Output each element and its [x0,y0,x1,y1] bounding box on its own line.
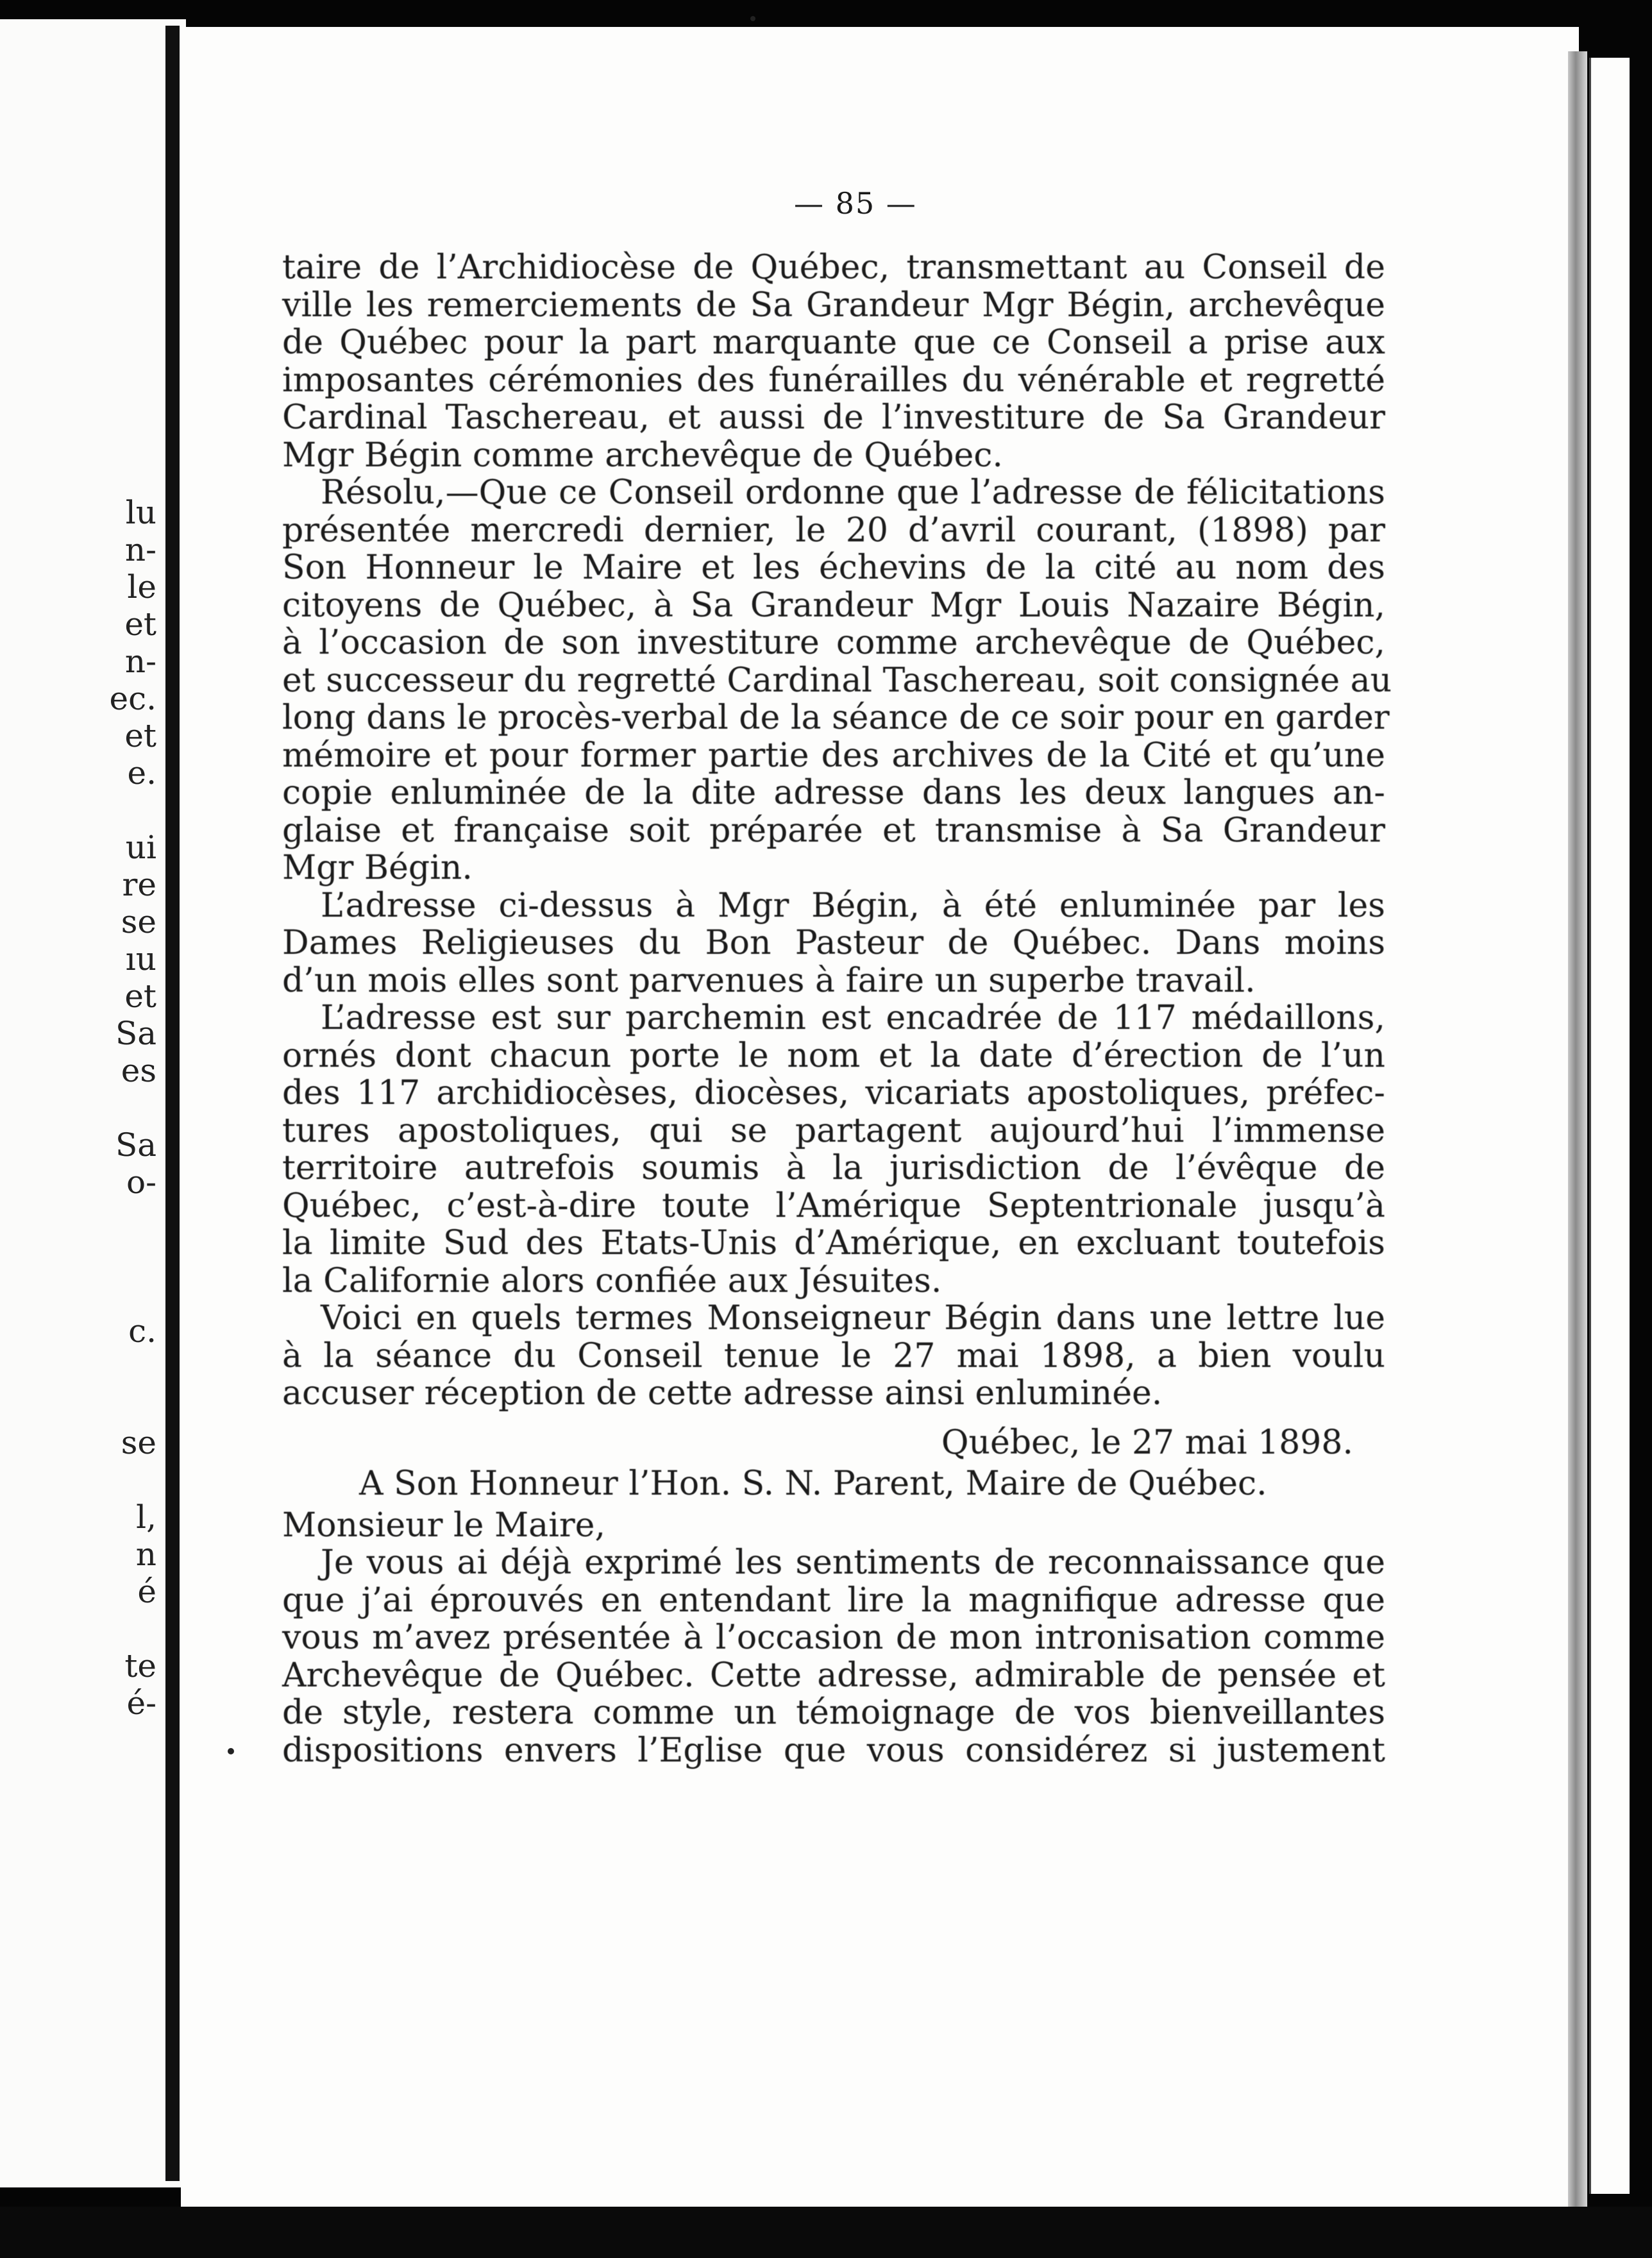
previous-page-fragment: é- [126,1685,156,1722]
paragraph-enluminee [282,887,1385,1000]
previous-page-fragment: Sa [115,1126,156,1164]
text-line: L’adresse ci-dessus à Mgr Bégin, à été enluminée par les [321,886,1385,925]
text-line: à la séance du Conseil tenue le 27 mai 1898, a bien voulu [282,1336,1385,1375]
text-line: citoyens de Québec, à Sa Grandeur Mgr Louis Nazaire Bégin, [282,586,1385,625]
text-line: tures apostoliques, qui se partagent aujourd’hui l’immense [282,1111,1385,1150]
text-line: accuser réception de cette adresse ainsi enluminée. [282,1374,1163,1413]
previous-page-fragment: ıu [125,940,156,978]
previous-page-fragment: l, [136,1498,156,1536]
text-line: Dames Religieuses du Bon Pasteur de Québec. Dans moins [282,924,1385,962]
page-body [282,248,1392,1770]
paragraph-voici [282,1300,1385,1413]
text-line: Voici en quels termes Monseigneur Bégin dans une lettre lue [321,1299,1385,1337]
previous-page-fragment: le [127,568,156,606]
paragraph-resolu [282,473,1392,887]
letter-dateline: Québec, le 27 mai 1898. [941,1423,1353,1462]
text-line: imposantes cérémonies des funérailles du vénérable et regretté [282,361,1385,400]
text-line: dispositions envers l’Eglise que vous considérez si justement [282,1731,1385,1770]
previous-page-fragment: se [121,1424,156,1461]
text-line: Mgr Bégin comme archevêque de Québec. [282,436,1003,475]
text-line: glaise et française soit préparée et transmise à Sa Grandeur [282,811,1385,850]
ink-speck [750,16,755,21]
previous-page-fragment: es [121,1052,156,1089]
text-line: de style, restera comme un témoignage de vos bienveillantes [282,1694,1385,1732]
previous-page-fragment: re [122,866,156,903]
previous-page-fragment: n- [124,531,156,568]
previous-page-fragment: Sa [115,1015,156,1052]
previous-page-fragment: ec. [109,680,156,717]
text-line: Résolu,—Que ce Conseil ordonne que l’adresse de félicitations [321,473,1385,512]
text-line: Archevêque de Québec. Cette adresse, admirable de pensée et [282,1656,1385,1695]
previous-page-fragment: lu [125,494,156,531]
paragraph-parchemin [282,999,1385,1300]
text-line: des 117 archidiocèses, diocèses, vicariats apostoliques, préfec- [282,1074,1385,1112]
text-line: à l’occasion de son investiture comme archevêque de Québec, [282,624,1385,662]
next-page-edge [1589,58,1630,2194]
text-line: Son Honneur le Maire et les échevins de la cité au nom des [282,548,1385,587]
text-line: Mgr Bégin. [282,849,473,887]
previous-page-fragment: c. [128,1312,156,1350]
text-line: que j’ai éprouvés en entendant lire la magnifique adresse que [282,1581,1385,1620]
text-line: taire de l’Archidiocèse de Québec, transmettant au Conseil de [282,248,1385,287]
text-line: ornés dont chacun porte le nom et la date d’érection de l’un [282,1036,1385,1075]
previous-page-fragment: é [137,1573,156,1610]
book-gutter [165,26,180,2181]
text-line: présentée mercredi dernier, le 20 d’avril courant, (1898) par [282,511,1385,550]
text-line: territoire autrefois soumis à la jurisdiction de l’évêque de [282,1149,1385,1187]
text-line: d’un mois elles sont parvenues à faire un superbe travail. [282,961,1256,1000]
text-line: la limite Sud des Etats-Unis d’Amérique, en excluant toutefois [282,1224,1385,1262]
scan-bottom-border [0,2207,1652,2258]
previous-page-fragment: n [135,1536,156,1573]
ink-speck [228,1748,234,1754]
text-line: de Québec pour la part marquante que ce Conseil a prise aux [282,323,1385,362]
previous-page-fragment: et [124,717,156,754]
previous-page-fragment: et [124,978,156,1015]
page-edge-shadow [1568,51,1587,2207]
previous-page-fragment: o- [126,1164,156,1201]
letter-addressee: A Son Honneur l’Hon. S. N. Parent, Maire de Québec. [359,1464,1267,1503]
previous-page-fragment: n- [124,643,156,680]
page-number: — 85 — [794,186,917,221]
text-line: Cardinal Taschereau, et aussi de l’investiture de Sa Grandeur [282,398,1385,437]
text-line: vous m’avez présentée à l’occasion de mon intronisation comme [282,1618,1385,1657]
text-line: long dans le procès-verbal de la séance de ce soir pour en garder [282,699,1390,737]
text-line: mémoire et pour former partie des archives de la Cité et qu’une [282,736,1385,775]
previous-page-fragment: se [121,903,156,940]
text-line: copie enluminée de la dite adresse dans les deux langues an- [282,774,1385,812]
letter-salutation: Monsieur le Maire, [282,1506,605,1545]
text-line: L’adresse est sur parchemin est encadrée de 117 médaillons, [321,999,1385,1037]
text-line: Je vous ai déjà exprimé les sentiments de reconnaissance que [321,1543,1385,1582]
previous-page-fragment: ui [125,829,156,866]
text-line: Québec, c’est-à-dire toute l’Amérique Septentrionale jusqu’à [282,1186,1385,1225]
previous-page-fragments [0,494,160,1841]
paragraph-continuation [282,249,1385,474]
previous-page-fragment: e. [127,754,156,792]
letter-body [282,1544,1385,1769]
text-line: ville les remerciements de Sa Grandeur Mgr Bégin, archevêque [282,285,1385,325]
text-line: la Californie alors confiée aux Jésuites. [282,1261,942,1300]
text-line: et successeur du regretté Cardinal Taschereau, soit consignée au [282,661,1392,700]
previous-page-fragment: et [124,606,156,643]
previous-page-fragment: te [124,1647,156,1685]
